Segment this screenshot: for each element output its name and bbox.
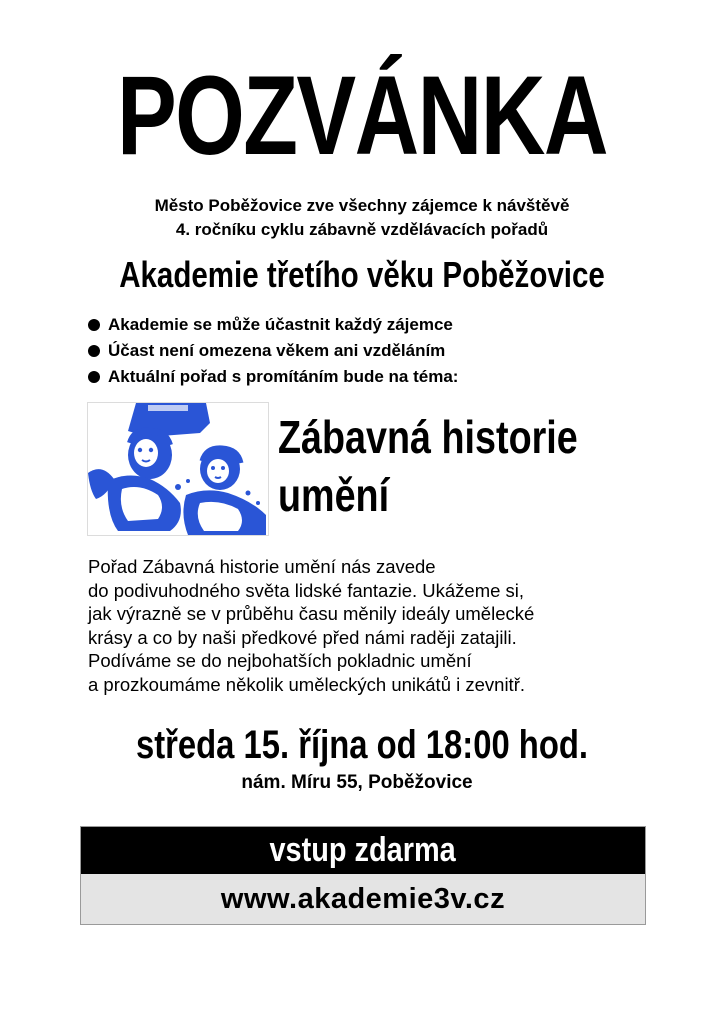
admission-label: vstup zdarma	[269, 831, 457, 869]
list-item-text: Účast není omezena věkem ani vzděláním	[108, 341, 446, 360]
intro-text	[0, 194, 724, 242]
description-line: jak výrazně se v průběhu času měnily ideály umělecké	[88, 603, 535, 624]
topic-line: Zábavná historie	[278, 411, 578, 463]
poster-title: POZVÁNKA	[117, 53, 607, 178]
description-line: Pořad Zábavná historie umění nás zavede	[88, 556, 436, 577]
admission-box	[80, 826, 646, 925]
intro-line: Město Poběžovice zve všechny zájemce k návštěvě	[154, 196, 570, 215]
cherubs-statue-icon	[87, 402, 269, 536]
description-text	[88, 555, 708, 696]
list-item-text: Aktuální pořad s promítáním bude na téma:	[108, 367, 459, 386]
description-line: Podíváme se do nejbohatších pokladnic umění	[88, 650, 472, 671]
bullet-icon	[88, 371, 100, 383]
bullet-icon	[88, 319, 100, 331]
intro-line: 4. ročníku cyklu zábavně vzdělávacích pořadů	[175, 220, 549, 239]
website-link[interactable]: www.akademie3v.cz	[220, 883, 506, 915]
topic-title	[278, 408, 622, 524]
description-line: a prozkoumáme několik uměleckých unikátů i zevnitř.	[88, 673, 525, 695]
list-item-text: Akademie se může účastnit každý zájemce	[108, 315, 453, 334]
list-item	[88, 338, 458, 364]
event-series-title: Akademie třetího věku Poběžovice	[119, 254, 605, 295]
event-date: středa 15. října od 18:00 hod.	[135, 723, 589, 767]
description-line: do podivuhodného světa lidské fantazie. Ukážeme si,	[88, 579, 525, 601]
info-list	[88, 312, 458, 390]
list-item	[88, 312, 458, 338]
topic-line: umění	[278, 469, 390, 521]
bullet-icon	[88, 345, 100, 357]
description-line: krásy a co by naši předkové před námi raději zatajili.	[88, 626, 517, 648]
list-item	[88, 364, 458, 390]
admission-header	[81, 827, 645, 874]
event-place: nám. Míru 55, Poběžovice	[241, 772, 473, 793]
